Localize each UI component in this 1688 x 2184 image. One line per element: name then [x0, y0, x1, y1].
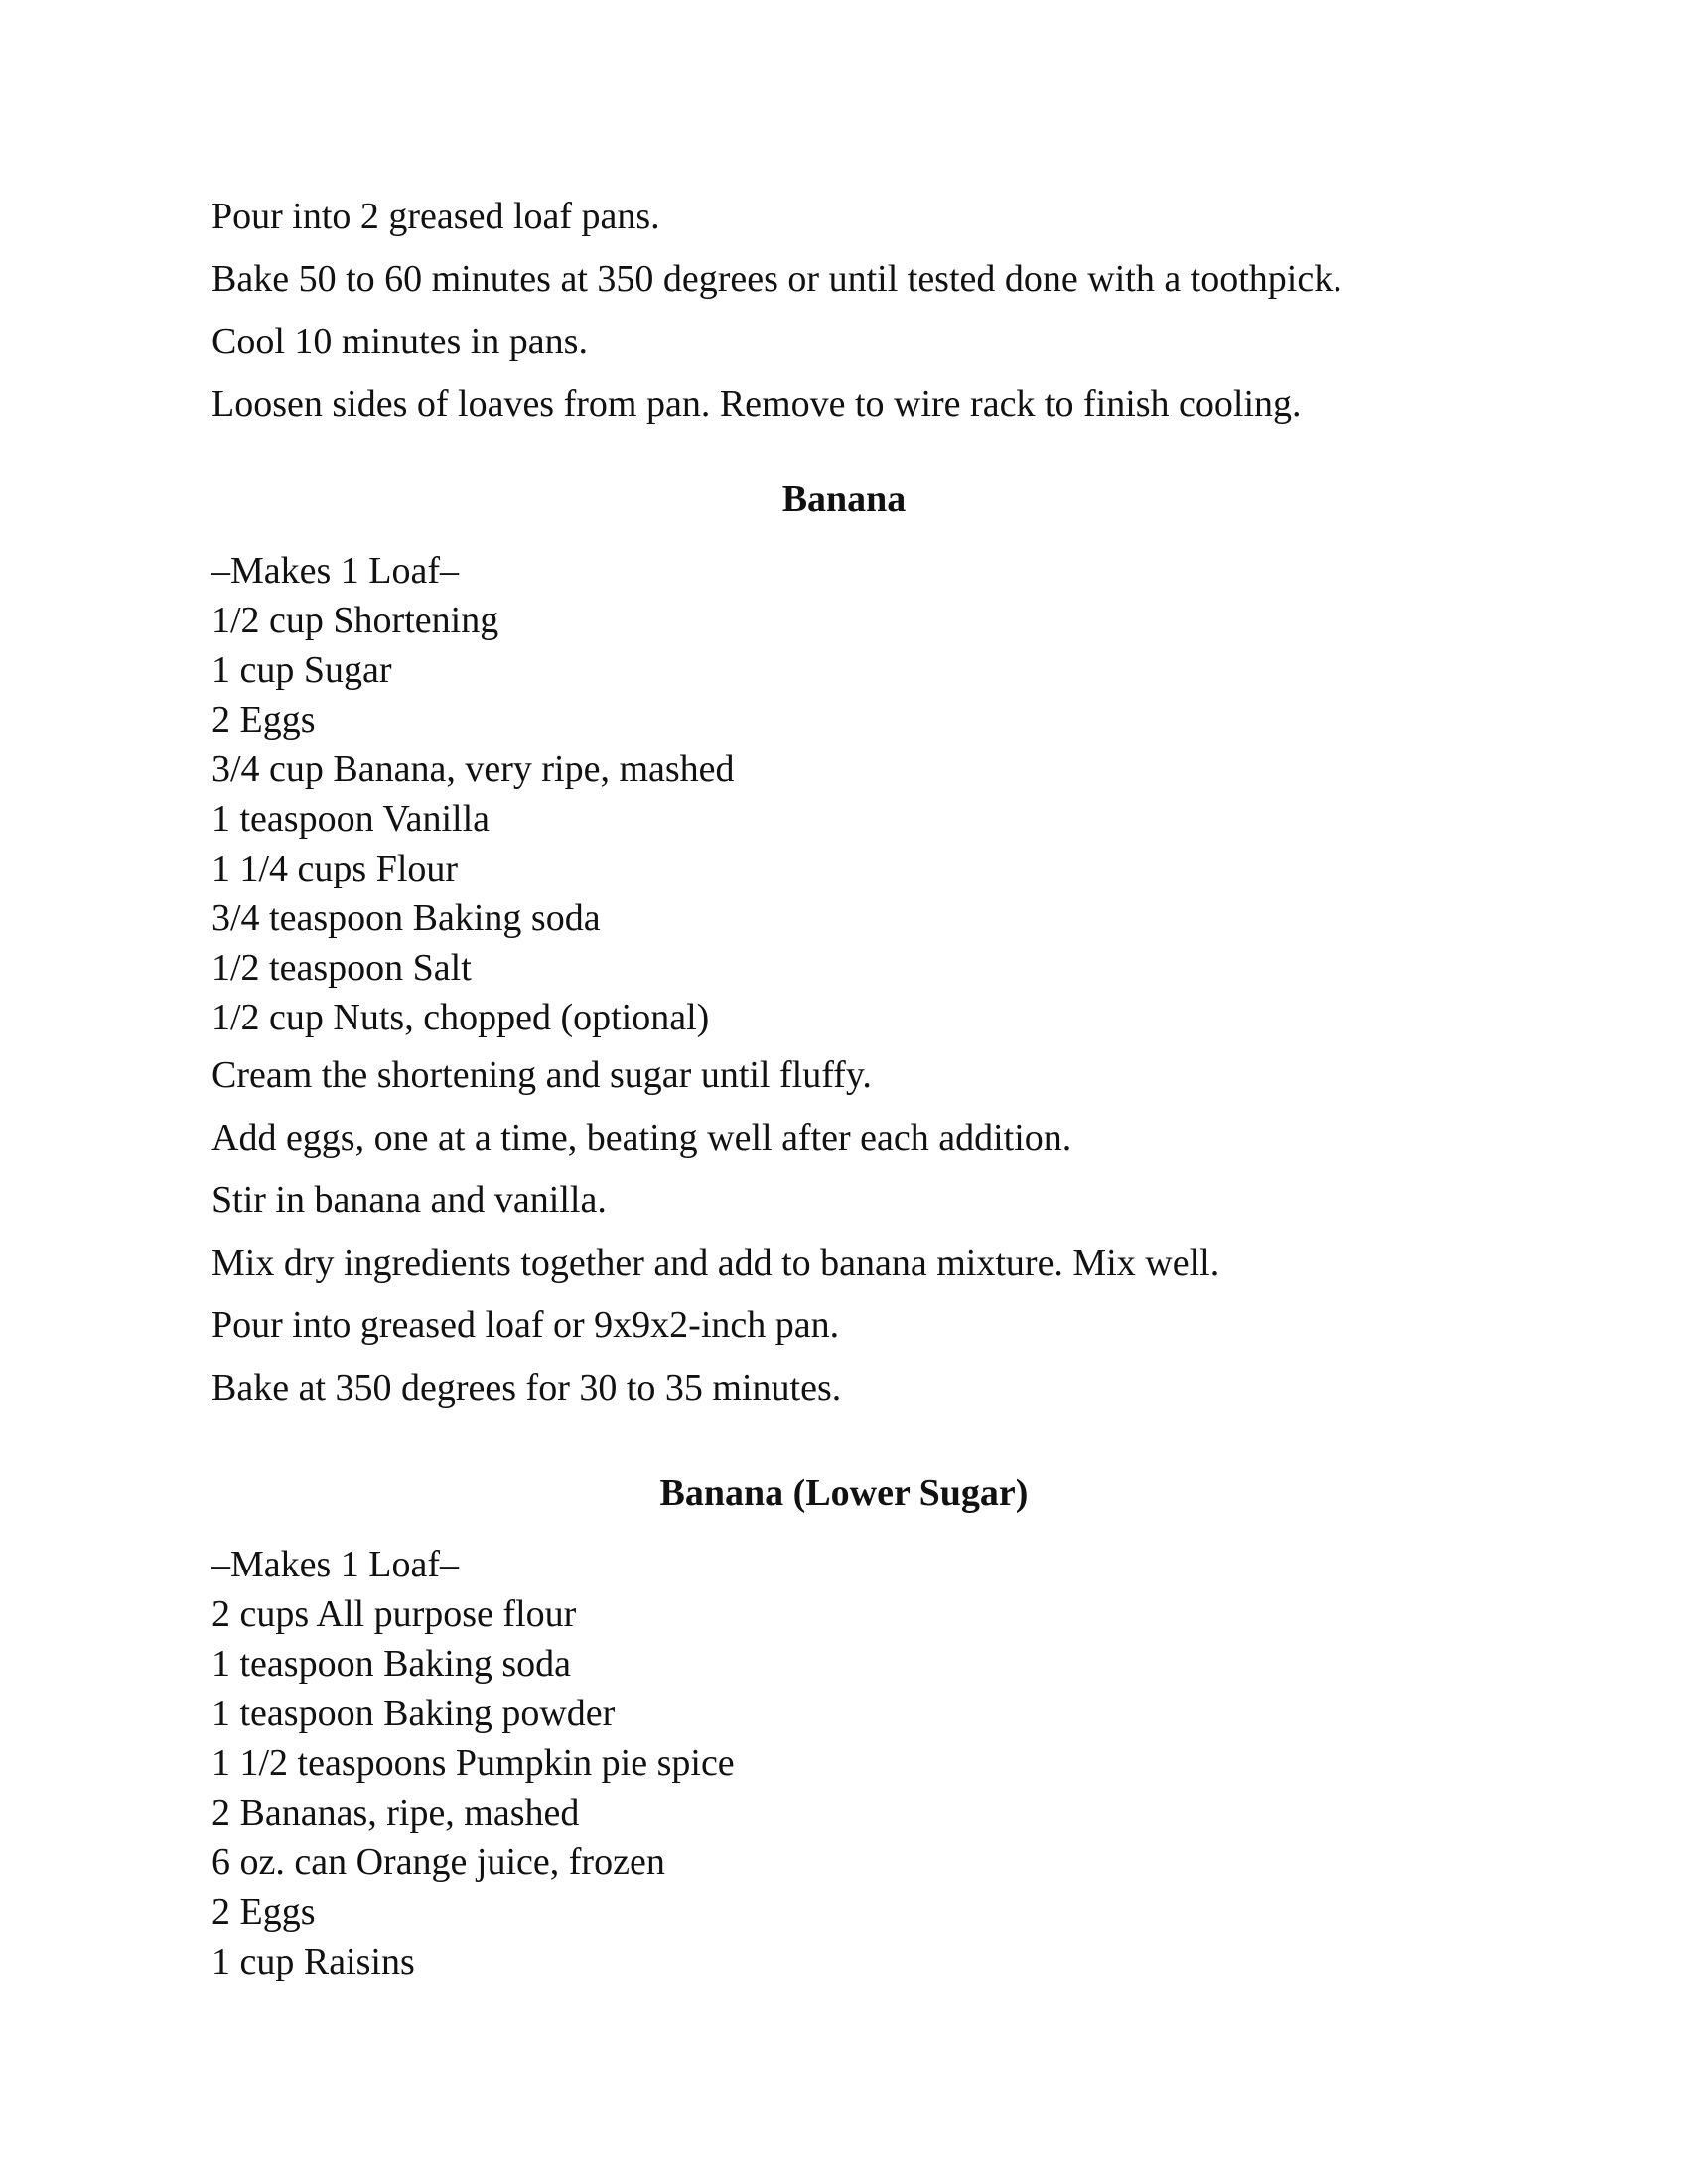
banana-steps — [211, 1053, 1477, 1410]
step-line: Pour into 2 greased loaf pans. — [211, 196, 660, 237]
banana-ingredients — [211, 546, 1477, 1042]
banana-lower-sugar-ingredients — [211, 1540, 1477, 1986]
ingredient-line: 3/4 teaspoon Baking soda — [211, 897, 601, 939]
recipe-title-banana-lower-sugar: Banana (Lower Sugar) — [659, 1472, 1029, 1514]
step-line: Cream the shortening and sugar until fluffy. — [211, 1054, 872, 1096]
step-line: Bake at 350 degrees for 30 to 35 minutes. — [211, 1367, 842, 1409]
recipe-title-banana: Banana — [781, 478, 907, 520]
ingredient-line: 1 cup Sugar — [211, 649, 392, 691]
ingredient-line: 1 1/4 cups Flour — [211, 848, 459, 889]
ingredient-line: 1 teaspoon Baking soda — [211, 1643, 572, 1685]
ingredient-line: 2 cups All purpose flour — [211, 1593, 577, 1635]
step-line: Mix dry ingredients together and add to banana mixture. Mix well. — [211, 1242, 1220, 1284]
ingredient-line: 2 Eggs — [211, 699, 316, 741]
ingredient-line: 2 Bananas, ripe, mashed — [211, 1792, 580, 1834]
intro-steps — [211, 195, 1477, 426]
step-line: Pour into greased loaf or 9x9x2-inch pan. — [211, 1304, 840, 1346]
ingredient-line: 1 teaspoon Vanilla — [211, 798, 491, 840]
recipe-page — [211, 195, 1477, 1986]
step-line: Cool 10 minutes in pans. — [211, 321, 588, 362]
ingredient-line: 1 1/2 teaspoons Pumpkin pie spice — [211, 1742, 735, 1784]
ingredient-line: 3/4 cup Banana, very ripe, mashed — [211, 749, 735, 790]
recipe-yield: –Makes 1 Loaf– — [211, 550, 460, 592]
recipe-yield: –Makes 1 Loaf– — [211, 1544, 460, 1585]
step-line: Bake 50 to 60 minutes at 350 degrees or until tested done with a toothpick. — [211, 258, 1342, 300]
step-line: Loosen sides of loaves from pan. Remove to wire rack to finish cooling. — [211, 383, 1302, 425]
step-line: Add eggs, one at a time, beating well after each addition. — [211, 1117, 1072, 1159]
ingredient-line: 1 cup Raisins — [211, 1941, 415, 1982]
step-line: Stir in banana and vanilla. — [211, 1179, 607, 1221]
ingredient-line: 1 teaspoon Baking powder — [211, 1693, 616, 1734]
ingredient-line: 1/2 cup Shortening — [211, 600, 499, 641]
ingredient-line: 6 oz. can Orange juice, frozen — [211, 1842, 665, 1883]
ingredient-line: 1/2 cup Nuts, chopped (optional) — [211, 997, 710, 1038]
ingredient-line: 1/2 teaspoon Salt — [211, 947, 472, 989]
ingredient-line: 2 Eggs — [211, 1891, 316, 1933]
